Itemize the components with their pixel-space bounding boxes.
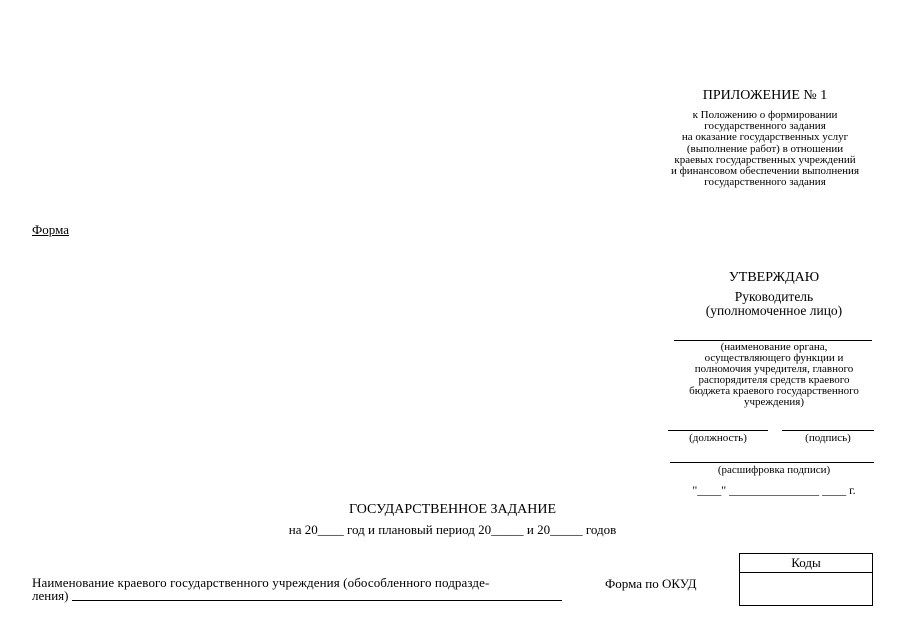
- position-signature-row: [662, 412, 886, 452]
- codes-header: Коды: [740, 554, 872, 573]
- organ-note-line: осуществляющего функции и: [704, 352, 844, 364]
- position-line[interactable]: [668, 418, 768, 431]
- appendix-line: к Положению о формировании: [692, 109, 838, 121]
- signature-line[interactable]: [782, 418, 874, 431]
- document-period: на 20____ год и плановый период 20_____ и 20_____ годов: [288, 522, 617, 537]
- document-title: ГОСУДАРСТВЕННОЕ ЗАДАНИЕ: [348, 502, 556, 517]
- appendix-line: (выполнение работ) в отношении: [686, 142, 844, 155]
- institution-name: [32, 576, 577, 602]
- appendix-text: [630, 110, 900, 188]
- form-label: Форма: [32, 222, 69, 237]
- appendix-line: государственного задания: [704, 120, 826, 133]
- organ-note-line: учреждения): [744, 396, 804, 408]
- appendix-line: на оказание государственных услуг: [681, 131, 849, 144]
- organ-name-line[interactable]: [674, 328, 872, 341]
- organ-note-line: распорядителя средств краевого: [698, 374, 850, 386]
- approval-block: [662, 270, 886, 496]
- appendix-title: ПРИЛОЖЕНИЕ № 1: [702, 88, 828, 103]
- codes-table: [739, 553, 873, 606]
- organ-note: [662, 342, 886, 408]
- organ-note-line: (наименование органа,: [720, 341, 828, 353]
- approval-heading: УТВЕРЖДАЮ: [728, 270, 820, 285]
- organ-note-line: полномочия учредителя, главного: [694, 363, 854, 375]
- signature-label: (подпись): [805, 432, 851, 444]
- appendix-line: краевых государственных учреждений: [674, 153, 856, 166]
- okud-label: Форма по ОКУД: [605, 576, 697, 591]
- position-label: (должность): [689, 432, 747, 444]
- institution-label-line1: Наименование краевого государственного учреждения (обособленного подразде-: [32, 575, 490, 590]
- appendix-line: государственного задания: [704, 176, 826, 189]
- institution-row-2: [32, 589, 577, 602]
- appendix-block: [630, 88, 900, 188]
- appendix-line: и финансовом обеспечении выполнения: [670, 165, 860, 178]
- approval-date: "____" _______________ ____ г.: [692, 483, 856, 497]
- decode-label: (расшифровка подписи): [717, 464, 831, 476]
- institution-name-field[interactable]: [72, 589, 562, 601]
- approval-role: Руководитель: [734, 289, 814, 304]
- approval-role-note: (уполномоченное лицо): [705, 303, 843, 318]
- institution-label-line2: ления): [32, 588, 69, 603]
- okud-code-cell[interactable]: [740, 573, 872, 606]
- organ-note-line: бюджета краевого государственного: [689, 385, 859, 397]
